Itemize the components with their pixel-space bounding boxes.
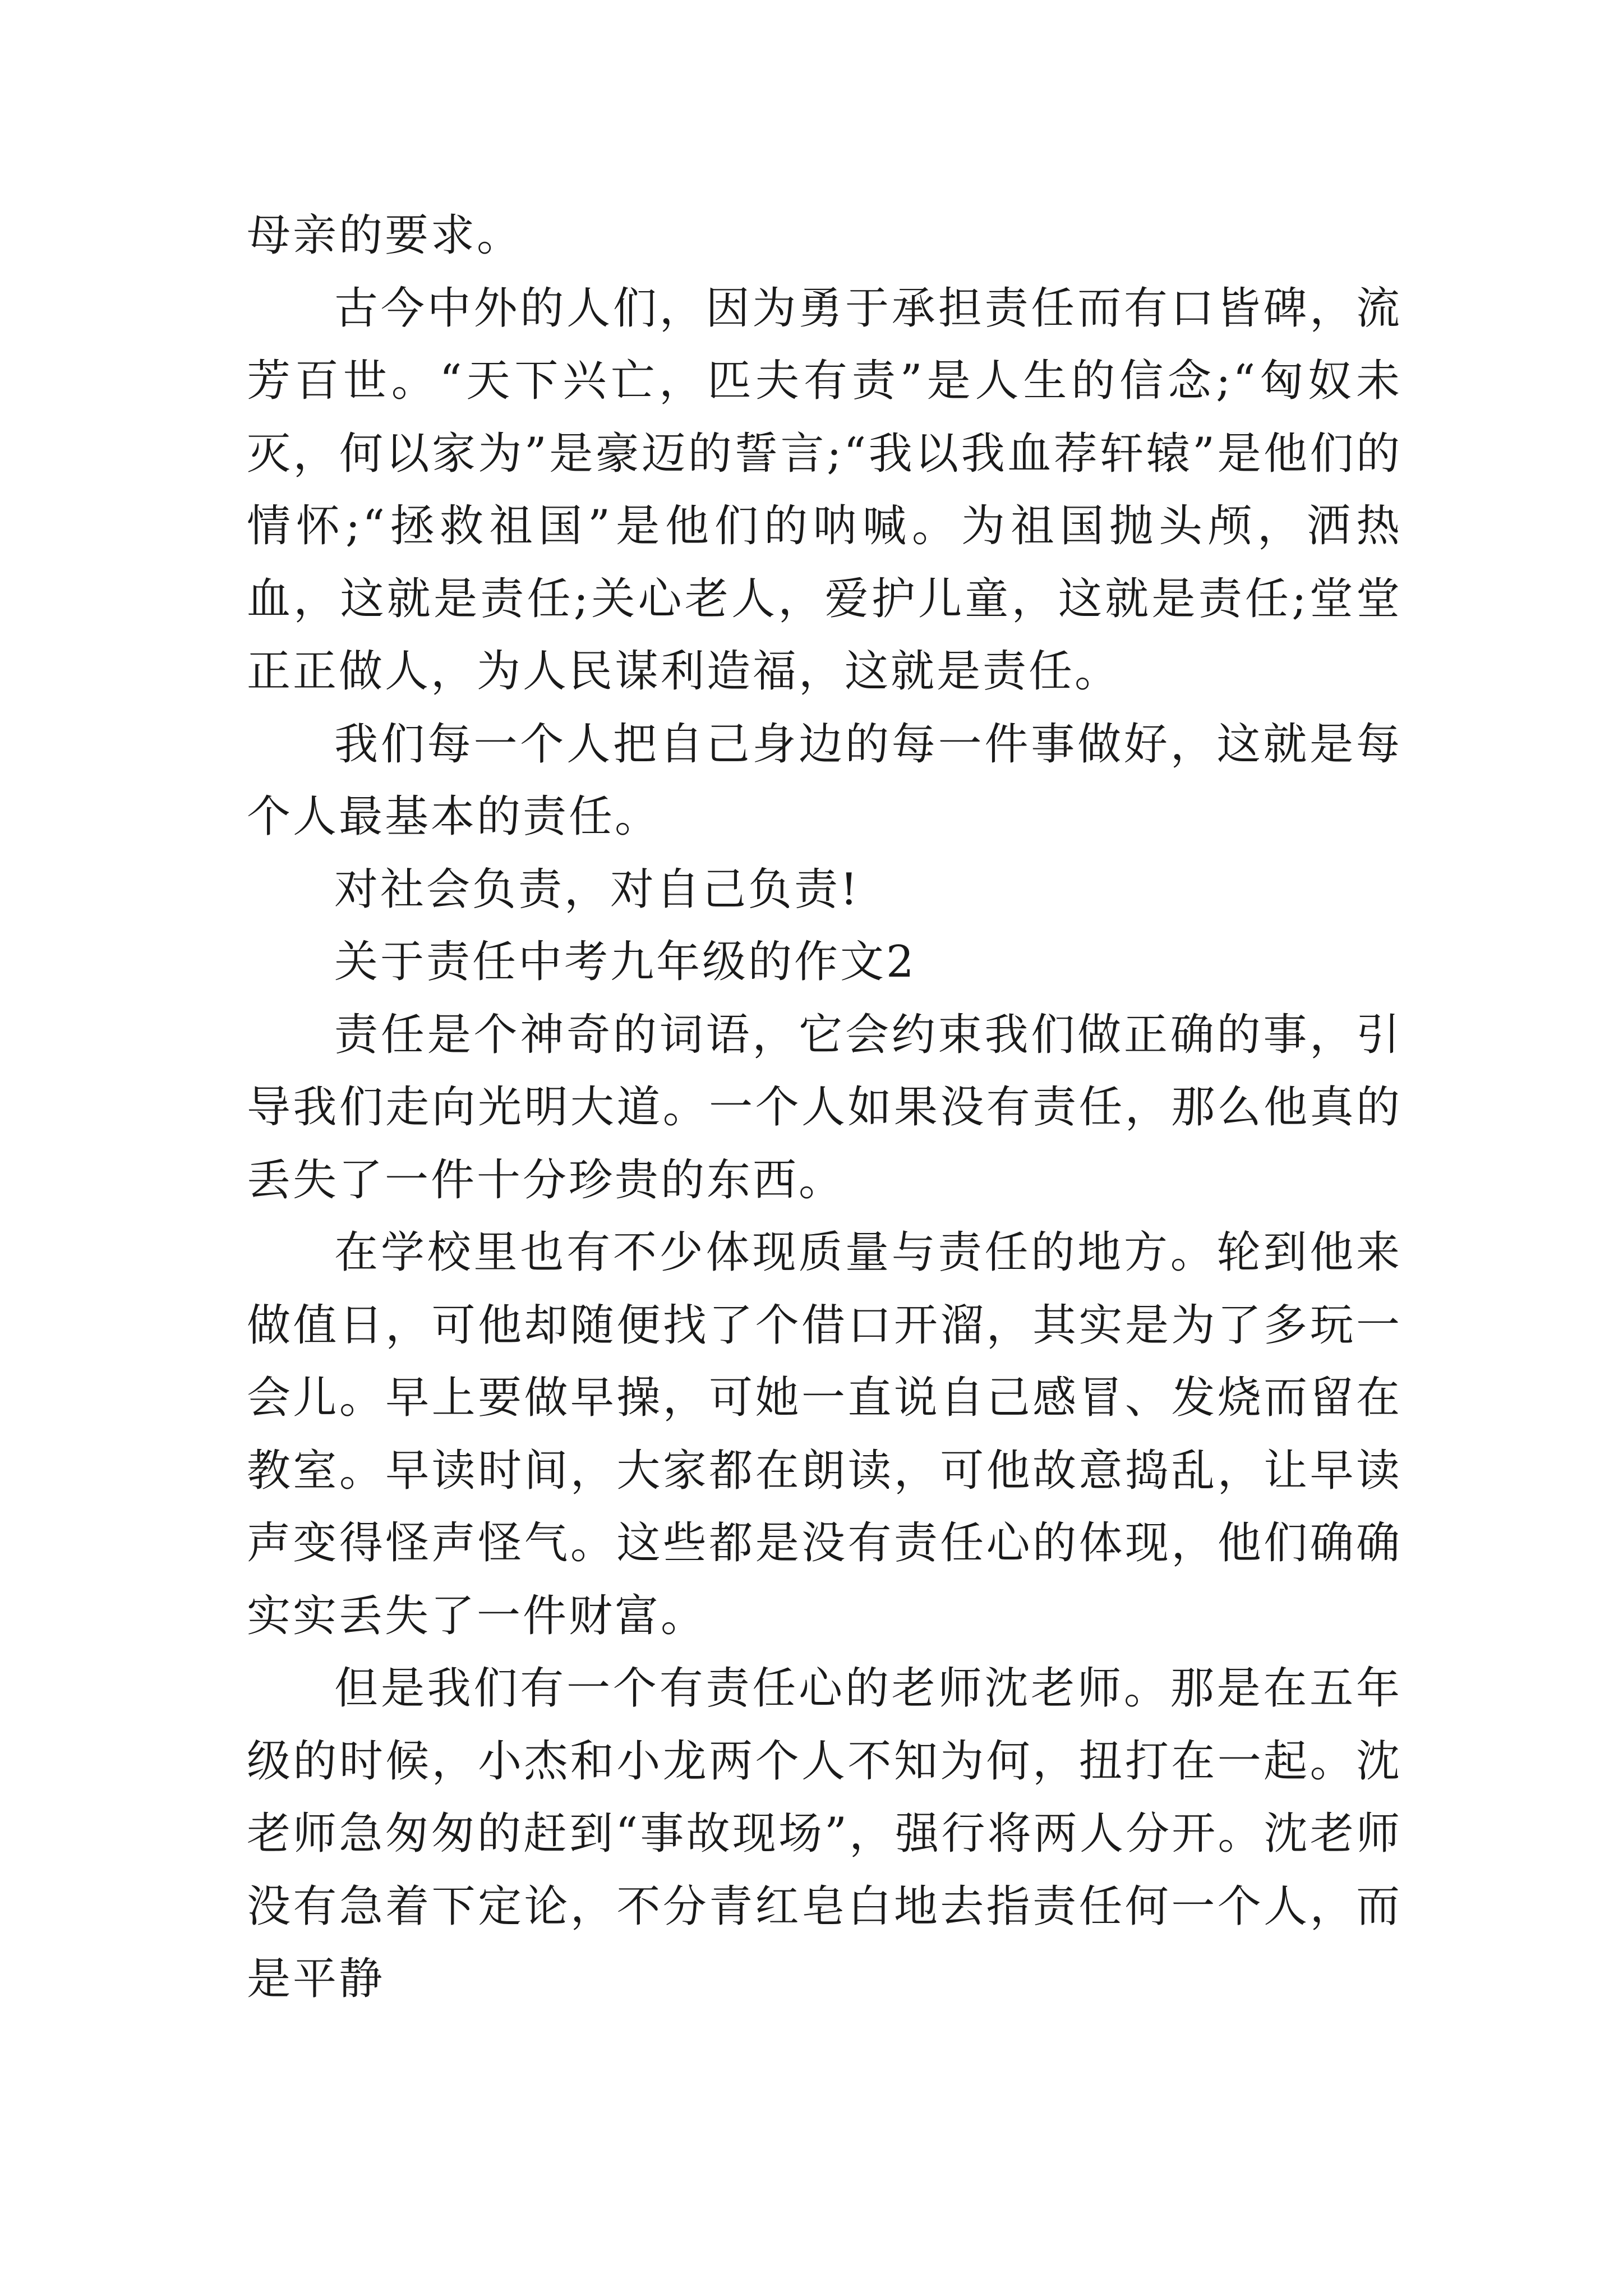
paragraph-continuation: 母亲的要求。 xyxy=(247,210,523,261)
paragraph-everyday-duty: 我们每一个人把自己身边的每一件事做好，这就是每个人最基本的责任。 xyxy=(247,719,1402,842)
essay-heading: 关于责任中考九年级的作文2 xyxy=(334,937,916,987)
paragraph-conclusion: 对社会负责，对自己负责! xyxy=(334,864,860,915)
paragraph-school-examples: 在学校里也有不少体现质量与责任的地方。轮到他来做值日，可他却随便找了个借口开溜，其实是为了多玩一会儿。早上要做早操，可她一直说自己感冒、发烧而留在教室。早读时间，大家都在朗读，可他故意捣乱，让早读声变得怪声怪气。这些都是没有责任心的体现，他们确确实实丢失了一件财富。 xyxy=(247,1227,1402,1641)
paragraph-teacher-story: 但是我们有一个有责任心的老师沈老师。那是在五年级的时候，小杰和小龙两个人不知为何，扭打在一起。沈老师急匆匆的赶到“事故现场”，强行将两人分开。沈老师没有急着下定论，不分青红皂白地去指责任何一个人，而是平静 xyxy=(247,1663,1402,2004)
document-body xyxy=(247,200,1402,2016)
paragraph-intro: 责任是个神奇的词语，它会约束我们做正确的事，引导我们走向光明大道。一个人如果没有责任，那么他真的丢失了一件十分珍贵的东西。 xyxy=(247,1009,1402,1205)
paragraph-responsibility-history: 古今中外的人们，因为勇于承担责任而有口皆碑，流芳百世。“天下兴亡，匹夫有责”是人生的信念;“匈奴未灭，何以家为”是豪迈的誓言;“我以我血荐轩辕”是他们的情怀;“拯救祖国”是他们的呐喊。为祖国抛头颅，洒热血，这就是责任;关心老人，爱护儿童，这就是责任;堂堂正正做人，为人民谋利造福，这就是责任。 xyxy=(247,283,1402,697)
